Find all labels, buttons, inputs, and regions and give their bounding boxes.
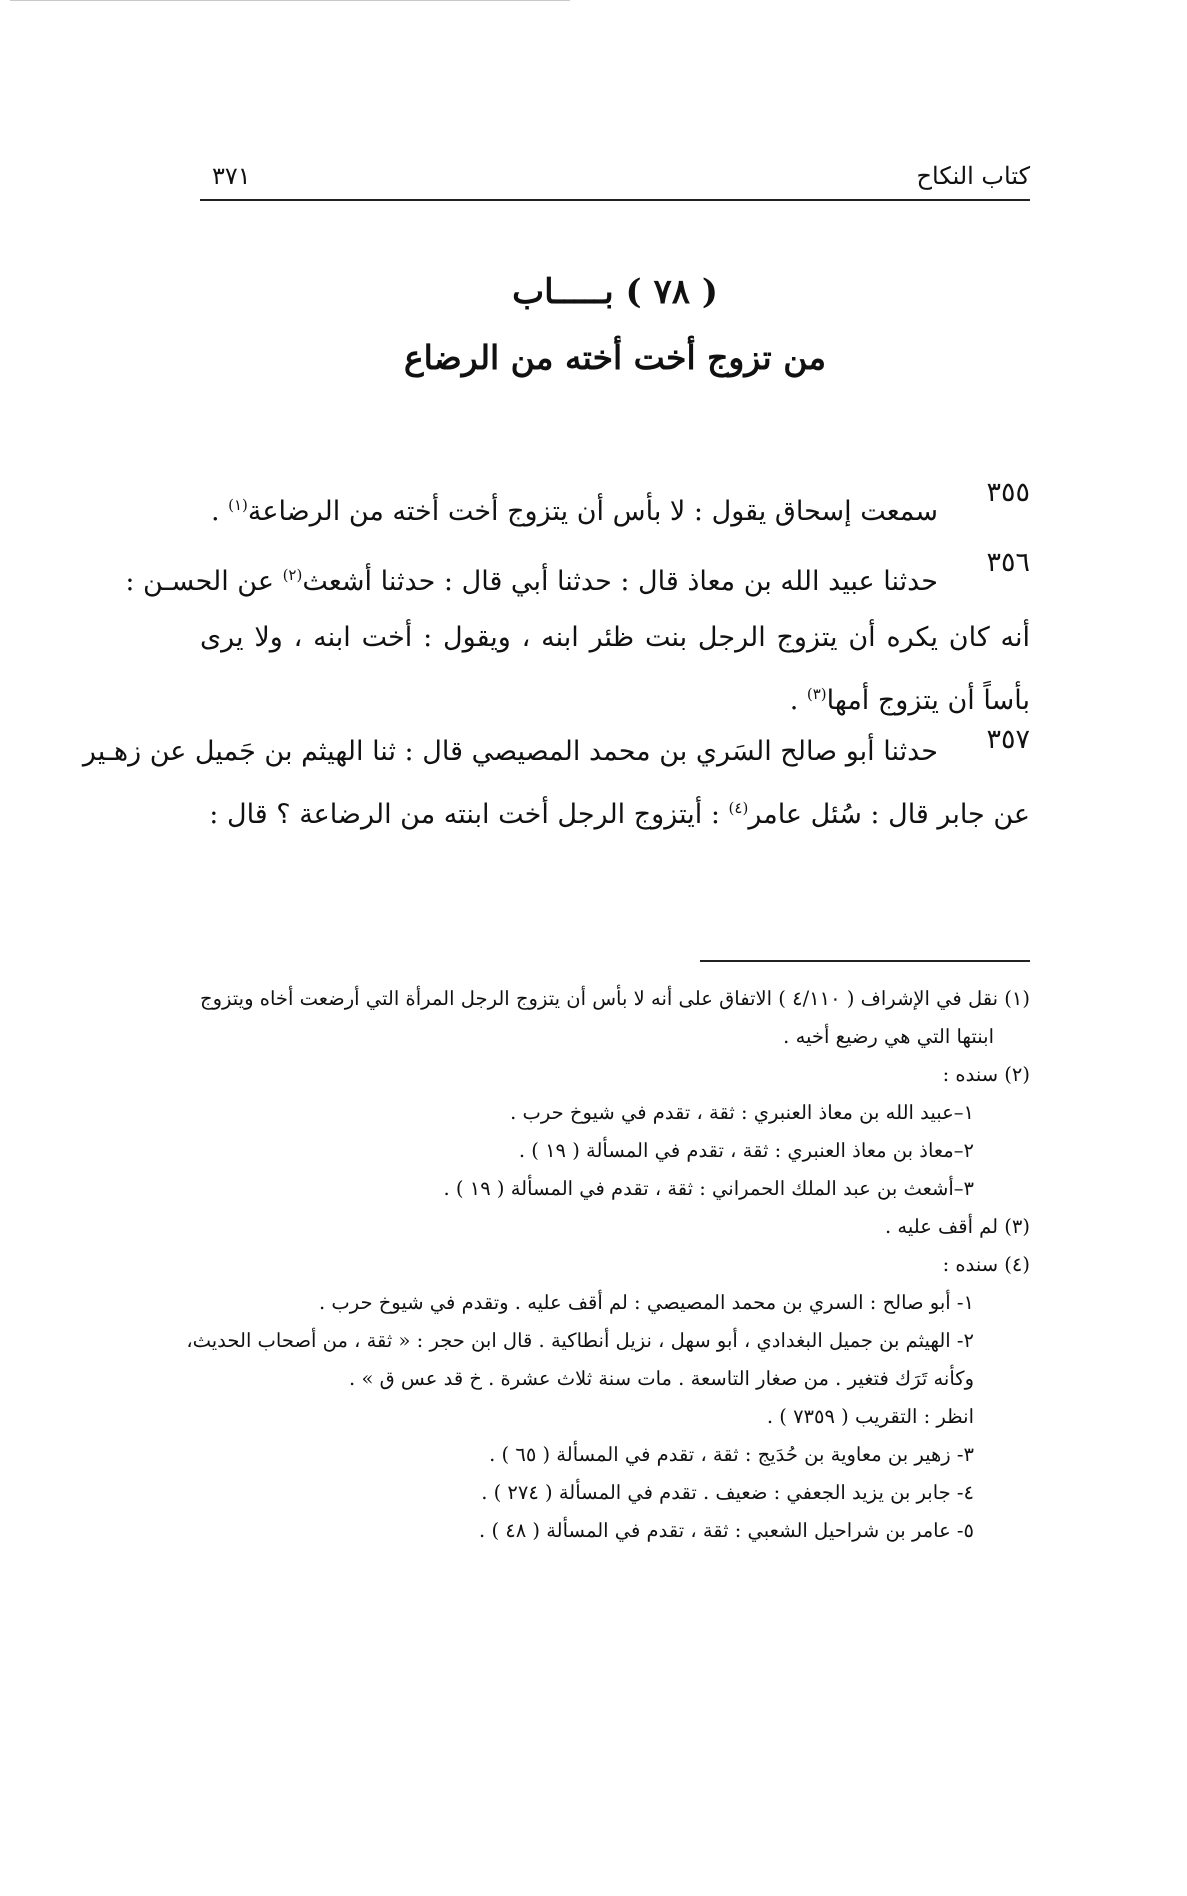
chapter-title: كتاب النكاح [916,162,1030,190]
hadith-line: أنه كان يكره أن يتزوج الرجل بنت ظئر ابنه ، ويقول : أخت ابنه ، ولا يرى [200,622,1030,653]
footnote-line: ٣–أشعث بن عبد الملك الحمراني : ثقة ، تقدم في المسألة ( ١٩ ) . [443,1177,974,1200]
bab-title: ( ٧٨ ) بـــــاب [512,272,718,312]
header-rule [200,199,1030,201]
hadith-line: حدثنا عبيد الله بن معاذ قال : حدثنا أبي قال : حدثنا أشعث$^{(٢)}$ عن الحسـن : [125,566,938,597]
hadith-number: ٣٥٥ [986,477,1030,508]
footnote-ref[interactable]: (٣) [806,685,827,703]
hadith-line: حدثنا أبو صالح السَري بن محمد المصيصي قال : ثنا الهيثم بن جَميل عن زهـير [82,736,938,767]
page-number: ٣٧١ [212,162,251,190]
hadith-number: ٣٥٧ [986,724,1030,755]
footnote-line: انظر : التقريب ( ٧٣٥٩ ) . [766,1405,974,1428]
footnote-line: ٢- الهيثم بن جميل البغدادي ، أبو سهل ، نزيل أنطاكية . قال ابن حجر : « ثقة ، من أصحاب الحديث، [186,1329,974,1352]
footnote-ref[interactable]: (١) [228,496,248,514]
hadith-line: بأساً أن يتزوج أمها$^{(٣)}$ . [789,685,1030,716]
bab-subtitle: من تزوج أخت أخته من الرضاع [403,338,827,377]
page-header [200,160,1030,200]
footnote-line: ٥- عامر بن شراحيل الشعبي : ثقة ، تقدم في المسألة ( ٤٨ ) . [479,1519,974,1542]
footnote-line: وكأنه تَرَك فتغير . من صغار التاسعة . مات سنة ثلاث عشرة . خ قد عس ق » . [349,1367,974,1390]
hadith-text [200,477,938,540]
hadith-line: عن جابر قال : سُئل عامر$^{(٤)}$ : أيتزوج الرجل أخت ابنته من الرضاعة ؟ قال : [209,799,1030,830]
footnote-line: ١- أبو صالح : السري بن محمد المصيصي : لم أقف عليه . وتقدم في شيوخ حرب . [318,1291,974,1314]
footnote-ref[interactable]: (٤) [728,799,749,817]
footnote-line: (٢) سنده : [942,1063,1030,1086]
footnote-line: (١) نقل في الإشراف ( ٤/١١٠ ) الاتفاق على أنه لا بأس أن يتزوج الرجل المرأة التي أرضعت أخاه ويتزوج [200,987,1030,1010]
footnote-line: ٤- جابر بن يزيد الجعفي : ضعيف . تقدم في المسألة ( ٢٧٤ ) . [481,1481,974,1504]
scan-edge-line [10,0,570,1]
footnote-line: ١–عبيد الله بن معاذ العنبري : ثقة ، تقدم في شيوخ حرب . [510,1101,974,1124]
hadith-356 [125,547,1030,729]
hadith-line: سمعت إسحاق يقول : لا بأس أن يتزوج أخت أخته من الرضاعة$^{(١)}$ . [210,496,938,527]
hadith-text [125,547,1030,729]
footnote-line: (٤) سنده : [942,1253,1030,1276]
hadith-357 [82,724,1030,843]
hadith-text [82,724,1030,843]
footnote-line: (٣) لم أقف عليه . [885,1215,1030,1238]
hadith-number: ٣٥٦ [986,547,1030,578]
footnote-ref[interactable]: (٢) [282,566,303,584]
footnote-line: ٢–معاذ بن معاذ العنبري : ثقة ، تقدم في المسألة ( ١٩ ) . [518,1139,974,1162]
footnotes [186,980,1030,1550]
hadith-355 [200,477,1030,540]
footnote-line: ٣- زهير بن معاوية بن حُدَيج : ثقة ، تقدم في المسألة ( ٦٥ ) . [489,1443,974,1466]
footnote-line: ابنتها التي هي رضيع أخيه . [783,1025,994,1048]
